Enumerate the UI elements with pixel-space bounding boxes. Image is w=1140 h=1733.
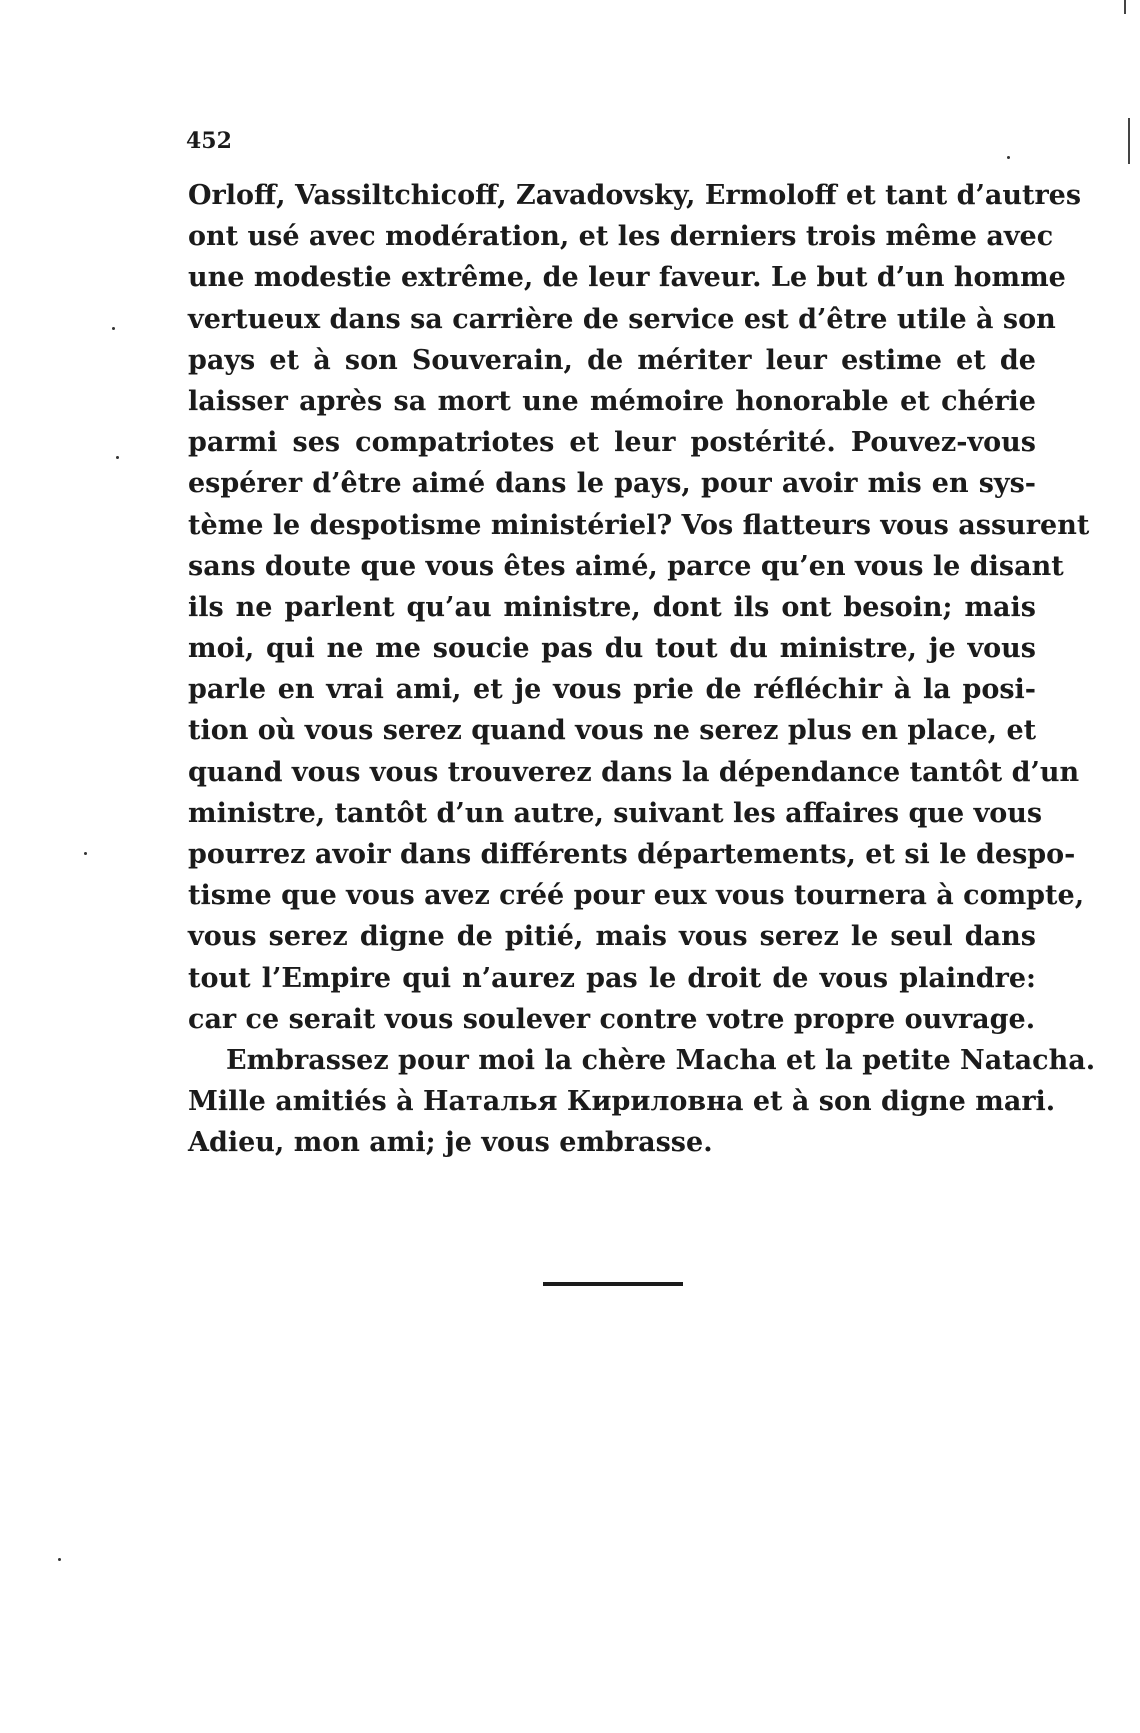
text-line: moi, qui ne me soucie pas du tout du ministre, je vous xyxy=(188,633,1036,665)
page-number: 452 xyxy=(186,128,232,154)
text-line: ils ne parlent qu’au ministre, dont ils ont besoin; mais xyxy=(188,591,1036,623)
text-line: quand vous vous trouverez dans la dépendance tantôt d’un xyxy=(188,756,1080,788)
text-line: ministre, tantôt d’un autre, suivant les affaires que vous xyxy=(188,797,1043,829)
margin-dot xyxy=(1007,156,1010,159)
text-line: pays et à son Souverain, de mériter leur estime et de xyxy=(188,344,1036,376)
paragraph-letter-body xyxy=(188,175,1090,1040)
text-line: tout l’Empire qui n’aurez pas le droit de vous plaindre: xyxy=(188,962,1036,994)
text-line: Embrassez pour moi la chère Macha et la petite Natacha. xyxy=(226,1044,1096,1076)
text-line: laisser après sa mort une mémoire honorable et chérie xyxy=(188,385,1036,417)
text-line: Mille amitiés à Наталья Кириловна et à son digne mari. xyxy=(188,1086,1056,1118)
margin-dot xyxy=(84,852,87,855)
text-line: parle en vrai ami, et je vous prie de réfléchir à la posi- xyxy=(188,674,1036,706)
text-line: tème le despotisme ministériel? Vos flatteurs vous assurent xyxy=(188,509,1090,541)
margin-dot xyxy=(112,327,115,330)
text-line: sans doute que vous êtes aimé, parce qu’en vous le disant xyxy=(188,550,1064,582)
end-rule xyxy=(543,1282,683,1286)
text-line: ont usé avec modération, et les derniers trois même avec xyxy=(188,221,1054,253)
scan-edge-line xyxy=(1124,0,1126,14)
text-line: vertueux dans sa carrière de service est d’être utile à son xyxy=(188,303,1056,335)
text-line: espérer d’être aimé dans le pays, pour avoir mis en sys- xyxy=(188,468,1036,500)
text-line: Orloff, Vassiltchicoff, Zavadovsky, Ermoloff et tant d’autres xyxy=(188,180,1082,211)
text-line: une modestie extrême, de leur faveur. Le but d’un homme xyxy=(188,262,1066,294)
paragraph-closing xyxy=(188,1040,1096,1164)
body-text xyxy=(188,175,1096,1164)
text-line: parmi ses compatriotes et leur postérité. Pouvez-vous xyxy=(188,427,1036,459)
text-line: pourrez avoir dans différents départements, et si le despo- xyxy=(188,839,1076,870)
margin-dot xyxy=(116,456,119,459)
text-line: Adieu, mon ami; je vous embrasse. xyxy=(188,1127,713,1159)
text-line: car ce serait vous soulever contre votre propre ouvrage. xyxy=(188,1003,1036,1035)
text-line: vous serez digne de pitié, mais vous serez le seul dans xyxy=(188,921,1036,953)
text-line: tisme que vous avez créé pour eux vous tournera à compte, xyxy=(188,880,1085,912)
scan-edge-line xyxy=(1128,118,1130,164)
margin-dot xyxy=(58,1558,61,1561)
text-line: tion où vous serez quand vous ne serez plus en place, et xyxy=(188,715,1037,747)
